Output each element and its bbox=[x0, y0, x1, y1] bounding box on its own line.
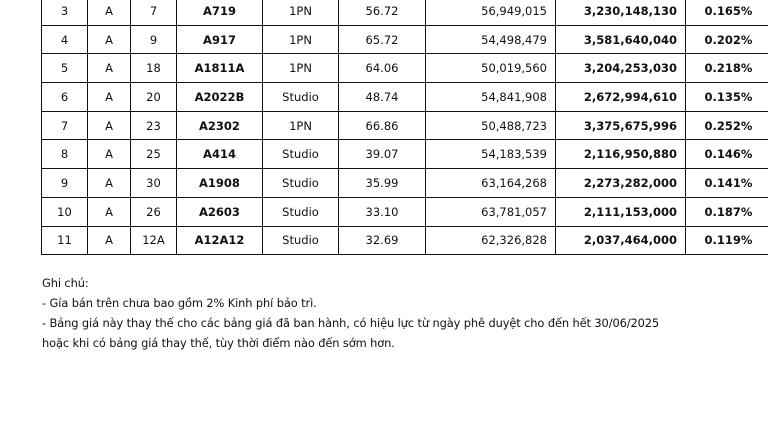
cell-stt: 11 bbox=[42, 226, 88, 255]
table-row bbox=[42, 140, 768, 169]
cell-rate: 0.165% bbox=[686, 0, 768, 25]
note-line: - Gía bán trên chưa bao gồm 2% Kinh phí bảo trì. bbox=[42, 296, 317, 310]
cell-floor: 26 bbox=[131, 197, 177, 226]
cell-stt: 8 bbox=[42, 140, 88, 169]
cell-total-price: 2,111,153,000 bbox=[556, 197, 686, 226]
cell-unit-price: 54,183,539 bbox=[426, 140, 556, 169]
cell-unit-code: A1908 bbox=[177, 169, 263, 198]
cell-total-price: 2,273,282,000 bbox=[556, 169, 686, 198]
cell-total-price: 3,204,253,030 bbox=[556, 54, 686, 83]
cell-stt: 7 bbox=[42, 111, 88, 140]
cell-area: 48.74 bbox=[339, 83, 426, 112]
cell-block: A bbox=[88, 111, 131, 140]
cell-unit-type: Studio bbox=[263, 226, 339, 255]
cell-stt: 10 bbox=[42, 197, 88, 226]
cell-area: 66.86 bbox=[339, 111, 426, 140]
cell-rate: 0.187% bbox=[686, 197, 768, 226]
cell-unit-type: 1PN bbox=[263, 111, 339, 140]
cell-unit-code: A414 bbox=[177, 140, 263, 169]
table-body bbox=[42, 0, 768, 255]
cell-block: A bbox=[88, 25, 131, 54]
note-line: - Bảng giá này thay thế cho các bảng giá đã ban hành, có hiệu lực từ ngày phê duyệt cho đến hết 30/06/2025 bbox=[42, 316, 660, 330]
cell-floor: 20 bbox=[131, 83, 177, 112]
cell-stt: 3 bbox=[42, 0, 88, 25]
cell-rate: 0.146% bbox=[686, 140, 768, 169]
cell-unit-price: 62,326,828 bbox=[426, 226, 556, 255]
cell-area: 32.69 bbox=[339, 226, 426, 255]
cell-block: A bbox=[88, 197, 131, 226]
cell-floor: 23 bbox=[131, 111, 177, 140]
cell-total-price: 2,672,994,610 bbox=[556, 83, 686, 112]
cell-total-price: 2,037,464,000 bbox=[556, 226, 686, 255]
cell-stt: 5 bbox=[42, 54, 88, 83]
cell-unit-type: Studio bbox=[263, 140, 339, 169]
cell-rate: 0.141% bbox=[686, 169, 768, 198]
cell-unit-type: Studio bbox=[263, 169, 339, 198]
cell-block: A bbox=[88, 0, 131, 25]
cell-block: A bbox=[88, 226, 131, 255]
cell-stt: 6 bbox=[42, 83, 88, 112]
table-row bbox=[42, 169, 768, 198]
cell-unit-price: 63,164,268 bbox=[426, 169, 556, 198]
cell-floor: 12A bbox=[131, 226, 177, 255]
cell-area: 64.06 bbox=[339, 54, 426, 83]
cell-rate: 0.135% bbox=[686, 83, 768, 112]
cell-stt: 4 bbox=[42, 25, 88, 54]
cell-unit-price: 56,949,015 bbox=[426, 0, 556, 25]
cell-unit-code: A1811A bbox=[177, 54, 263, 83]
cell-block: A bbox=[88, 54, 131, 83]
cell-floor: 25 bbox=[131, 140, 177, 169]
cell-unit-code: A2603 bbox=[177, 197, 263, 226]
cell-area: 35.99 bbox=[339, 169, 426, 198]
cell-total-price: 2,116,950,880 bbox=[556, 140, 686, 169]
cell-unit-type: 1PN bbox=[263, 54, 339, 83]
table-row bbox=[42, 111, 768, 140]
cell-unit-price: 50,488,723 bbox=[426, 111, 556, 140]
cell-block: A bbox=[88, 169, 131, 198]
notes-section bbox=[42, 273, 742, 353]
cell-unit-price: 50,019,560 bbox=[426, 54, 556, 83]
cell-total-price: 3,581,640,040 bbox=[556, 25, 686, 54]
cell-unit-code: A2302 bbox=[177, 111, 263, 140]
cell-unit-price: 63,781,057 bbox=[426, 197, 556, 226]
cell-block: A bbox=[88, 83, 131, 112]
cell-floor: 18 bbox=[131, 54, 177, 83]
cell-floor: 9 bbox=[131, 25, 177, 54]
cell-area: 33.10 bbox=[339, 197, 426, 226]
notes-heading: Ghi chú: bbox=[42, 276, 89, 290]
cell-floor: 30 bbox=[131, 169, 177, 198]
cell-total-price: 3,375,675,996 bbox=[556, 111, 686, 140]
cell-rate: 0.119% bbox=[686, 226, 768, 255]
note-line: hoặc khi có bảng giá thay thế, tùy thời điểm nào đến sớm hơn. bbox=[42, 336, 395, 350]
cell-unit-code: A719 bbox=[177, 0, 263, 25]
cell-unit-type: 1PN bbox=[263, 0, 339, 25]
cell-area: 56.72 bbox=[339, 0, 426, 25]
cell-unit-code: A917 bbox=[177, 25, 263, 54]
cell-area: 39.07 bbox=[339, 140, 426, 169]
cell-unit-type: 1PN bbox=[263, 25, 339, 54]
cell-area: 65.72 bbox=[339, 25, 426, 54]
table-row bbox=[42, 0, 768, 25]
cell-total-price: 3,230,148,130 bbox=[556, 0, 686, 25]
cell-rate: 0.202% bbox=[686, 25, 768, 54]
cell-rate: 0.252% bbox=[686, 111, 768, 140]
cell-unit-code: A12A12 bbox=[177, 226, 263, 255]
table-row bbox=[42, 197, 768, 226]
table-row bbox=[42, 25, 768, 54]
cell-unit-type: Studio bbox=[263, 197, 339, 226]
table-row bbox=[42, 54, 768, 83]
cell-floor: 7 bbox=[131, 0, 177, 25]
cell-unit-type: Studio bbox=[263, 83, 339, 112]
cell-rate: 0.218% bbox=[686, 54, 768, 83]
table-row bbox=[42, 226, 768, 255]
cell-block: A bbox=[88, 140, 131, 169]
cell-unit-code: A2022B bbox=[177, 83, 263, 112]
price-table bbox=[41, 0, 768, 255]
table-row bbox=[42, 83, 768, 112]
cell-unit-price: 54,498,479 bbox=[426, 25, 556, 54]
cell-unit-price: 54,841,908 bbox=[426, 83, 556, 112]
cell-stt: 9 bbox=[42, 169, 88, 198]
